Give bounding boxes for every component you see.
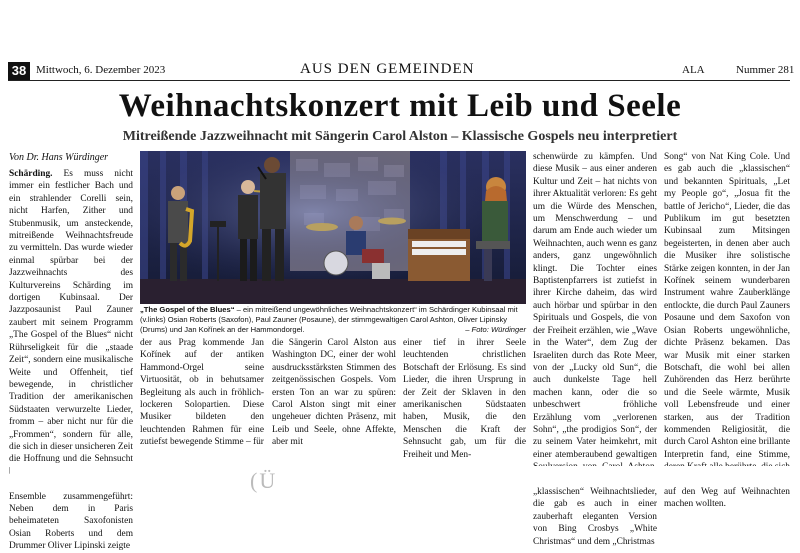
issue-date: Mittwoch, 6. Dezember 2023 bbox=[36, 64, 166, 76]
column-6 bbox=[664, 151, 790, 511]
headline: Weihnachtskonzert mit Leib und Seele bbox=[118, 88, 682, 124]
header-rule bbox=[8, 80, 790, 81]
next-article-cutoff: (Ü bbox=[250, 468, 278, 493]
concert-photo-illustration bbox=[140, 151, 526, 304]
column-2 bbox=[140, 337, 264, 449]
dateline: Schärding. bbox=[9, 169, 53, 179]
col5-text: schenwürde zu kämpfen. Und diese Musik – aus einer anderen Kultur und Zeit – hat nichts von ihrer Aktualität verloren: Es geht um die Würde des Menschen, um Menschwerdung – und darum am Ende auch wieder um Weihnachten, auch wenn es ganz anders, ganz ungewöhnlich klingt. Die Tochter eines Baptistenpfarrers ist zutiefst in ihrer Kirche daheim, das wird auch hörbar und spürbar in den Spirituals und Gospels, die von der Freiheit erzählen, wie „Wave in the Water“, dem Zug der Israeliten durch das Rote Meer, von der „Lucky old Sun“, die auch dunkelste Tage hell machen kann, oder die so unbeschwert fröhliche Erzählung vom „verlorenen Sohn“, „the prodigios Son“, der zu seinem Vater heimkehrt, mit einer atemberaubend gewaltigen „klassischen“ Weihnachtslieder, die gab es auch in einer zauberhaft eleganten Version von Bing Crosbys „White Christmas“ und dem „Christmas bbox=[533, 152, 657, 547]
column-5 bbox=[533, 151, 657, 548]
caption-title: „The Gospel of the Blues“ bbox=[140, 305, 235, 314]
bottom-fade bbox=[10, 466, 790, 486]
caption-text: – ein mitreißend ungewöhnliches Weihnachtskonzert“ im Schärdinger Kubinsaal mit (v.links) Osian Roberts (Saxofon), Paul Zauner (Posaune), der stimmgewaltigen Carol Ashton, Oliver Lipinsky (Drums) und Jan Kořínek an der Hammondorgel. bbox=[140, 305, 518, 334]
subheadline: Mitreißende Jazzweihnacht mit Sängerin Carol Alston – Klassische Gospels neu interpretiert bbox=[122, 129, 678, 144]
photo-credit: – Foto: Würdinger bbox=[465, 325, 526, 334]
issue-number: Nummer 281 bbox=[736, 64, 795, 76]
column-3 bbox=[272, 337, 396, 449]
col4-text: einer tief in ihrer Seele leuchtenden christlichen Botschaft der Erlösung. Es sind Lieder, die ihren Ursprung in der Zeit der Sklaven in den amerikanischen Südstaaten haben, Musik, die den Menschen die Kraft der Sehnsucht gab, um für die Freiheit und Men- bbox=[403, 338, 526, 460]
column-1 bbox=[9, 168, 133, 553]
photo-caption bbox=[140, 305, 526, 335]
col3-text: die Sängerin Carol Alston aus Washington DC, einer der wohl ausdrucksstärksten Stimmen des zeitgenössischen Gospels. Vom ersten Ton an war zu spüren: Carol Alston singt mit einer ungeheuer dichten Präsenz, mit Leib und Seele, ohne Affekte, aber mit bbox=[272, 338, 396, 448]
section-title: AUS DEN GEMEINDEN bbox=[300, 61, 475, 77]
col1-paragraph-2: Ensemble zusammengeführt: Neben dem in Paris beheimateten Saxofonisten Osian Roberts und dem Drummer Oliver Lipinski zeigte bbox=[9, 491, 133, 552]
concert-photo bbox=[140, 151, 526, 304]
col1-paragraph-1: Es muss nicht immer ein festlicher Bach und ein strahlender Corelli sein, nicht Harfen, Zither und Stubenmusik, um ansteckende, mitreißende Weihnachtsfreude zu vermitteln. Das wurde wieder einmal spürbar bei der Jazzweihnachts des Kulturvereins Schärding im dortigen Kubinsaal. Der Jazzposaunist Paul Zauner zaubert mit seinem Programm „The Gospel of the Blues“ nicht Rührseligkeit für die „staade Zeit“, sondern eine musikalische Weite und Offenheit, tief bewegende, in christlicher Tradition der amerikanischen Südstaaten verwurzelte Lieder, fromm – aber nicht nur für die „Frommen“, sondern für alle, die sich in dieser unsicheren Zeit die Hoffnung und die Sehnsucht bbox=[9, 169, 133, 465]
column-4 bbox=[403, 337, 526, 461]
byline: Von Dr. Hans Würdinger bbox=[9, 152, 109, 163]
page-number: 38 bbox=[8, 62, 30, 80]
col6-text: Song“ von Nat King Cole. Und es gab auch die „klassischen“ und bekannten Spirituals, „Let my People go“, „Josua fit the battle of Jericho“, Lieder, die das Publikum im gut besetzten Kubinsaal zum Mitsingen begeisterten, in denen aber auch die Musiker ihre solistische Stärke zeigen konnten, in der Jan Kořínek seinem wunderbaren Instrument wahre Zauberklänge entlockte, die durch Paul Zauners Posaune und dem Saxofon von Osian Roberts ungewöhnliche, dichte Präsenz bekamen. Das war Musik mit einer starken Botschaft, die wohl bei allen Zuhörenden das Herz berührte und die Seele wärmte, Musik voll Lebensfreude und einer starken, aus der Tradition kommenden Religiosität, die durch Carol Ashton eine brillante Interpretin fand, eine Stimme, auf den Weg auf Weihnachten machen wollten. bbox=[664, 152, 790, 510]
col2-text: der aus Prag kommende Jan Kořínek auf der antiken Hammond-Orgel seine Virtuosität, ob in behutsamer Begleitung als auch in fröhlich-lockeren Solopartien. Diese Musiker bildeten den leuchtenden Rahmen für eine zutiefst bewegende Stimme – für bbox=[140, 338, 264, 448]
region-label: ALA bbox=[682, 64, 705, 76]
